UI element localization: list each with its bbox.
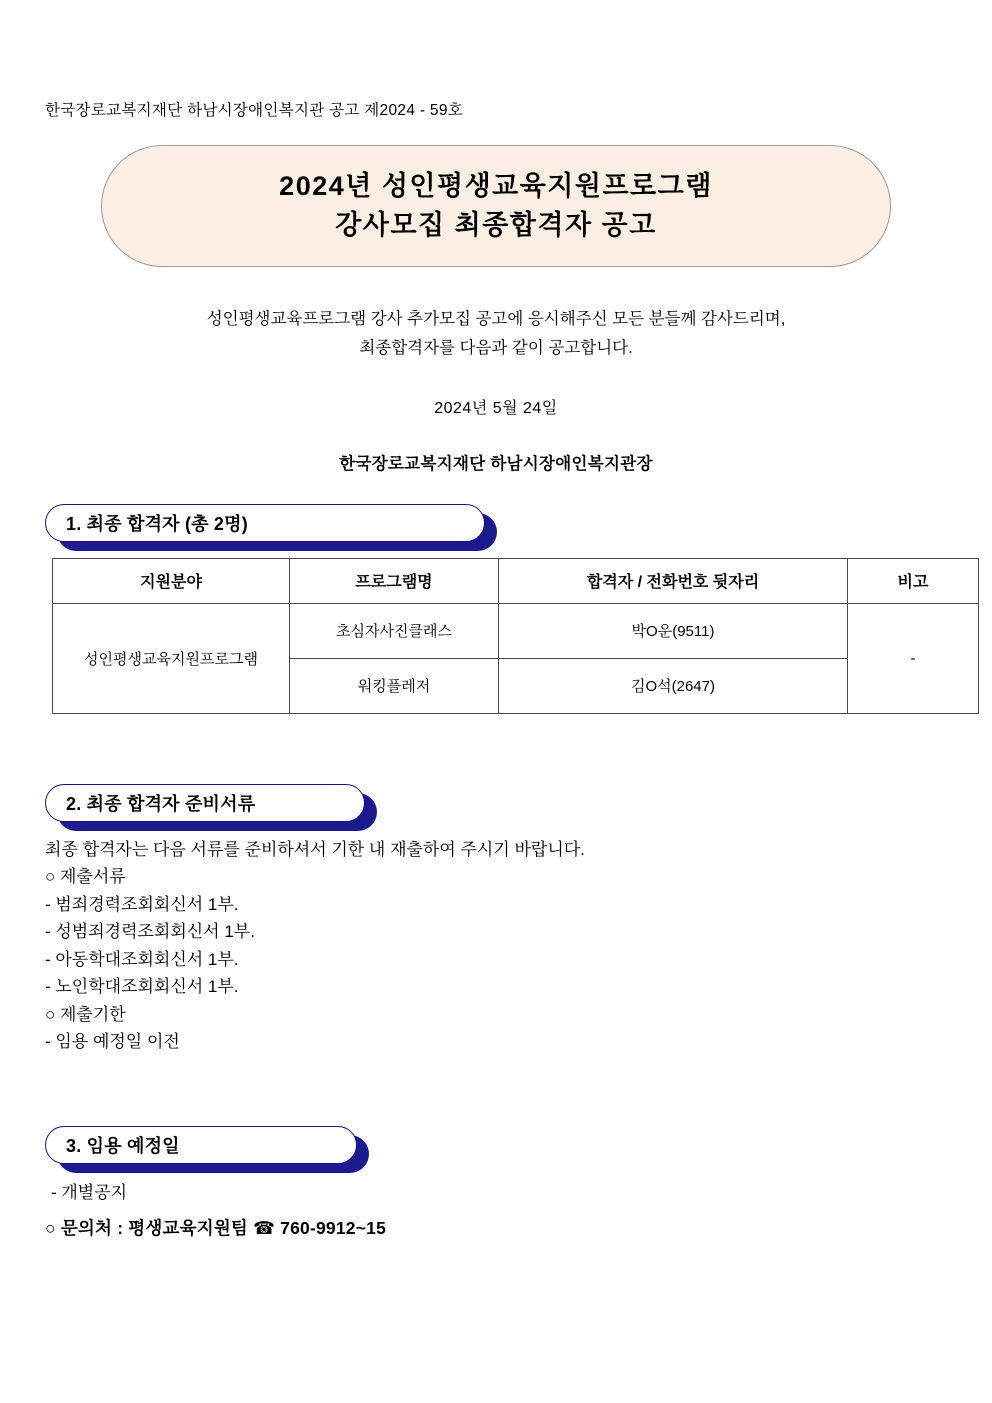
intro-paragraph [45, 305, 947, 363]
docs-label: ○ 제출서류 [45, 867, 126, 887]
table-row [53, 603, 979, 658]
section-2-lead: 최종 합격자는 다음 서류를 준비하셔서 기한 내 재출하여 주시기 바랍니다. [45, 839, 585, 859]
section-2-pill: 2. 최종 합격자 준비서류 [45, 784, 365, 822]
intro-line-1: 성인평생교육프로그램 강사 추가모집 공고에 응시해주신 모든 분들께 감사드리며, [206, 310, 786, 328]
title-line-2: 강사모집 최종합격자 공고 [335, 210, 657, 240]
contact-line: ○ 문의처 : 평생교육지원팀 ☎ 760-9912~15 [45, 1218, 386, 1238]
header-field: 지원분야 [53, 558, 290, 603]
results-table [52, 558, 979, 714]
deadline-item: - 임용 예정일 이전 [45, 1032, 180, 1052]
organization-name: 한국장로교복지재단 하남시장애인복지관장 [339, 454, 653, 473]
section-2-body [45, 836, 947, 1056]
header-passer: 합격자 / 전화번호 뒷자리 [499, 558, 848, 603]
section-1-pill: 1. 최종 합격자 (총 2명) [45, 504, 485, 542]
section-3-item: - 개별공지 [51, 1183, 128, 1202]
doc-item: - 아동학대조회회신서 1부. [45, 949, 239, 969]
cell-note: - [848, 603, 979, 713]
deadline-label: ○ 제출기한 [45, 1004, 126, 1024]
cell-program: 초심자사진클래스 [290, 603, 499, 658]
cell-program: 워킹플레저 [290, 658, 499, 713]
section-1-heading [45, 504, 947, 548]
header-note: 비고 [848, 558, 979, 603]
section-3-heading [45, 1126, 947, 1170]
title-box [101, 145, 891, 267]
cell-passer: 박O운(9511) [499, 603, 848, 658]
doc-item: - 성범죄경력조회회신서 1부. [45, 922, 255, 942]
intro-line-2: 최종합격자를 다음과 같이 공고합니다. [359, 338, 633, 357]
cell-field: 성인평생교육지원프로그램 [53, 603, 290, 713]
section-2-heading [45, 784, 947, 828]
announcement-date: 2024년 5월 24일 [434, 399, 558, 417]
doc-number: 한국장로교복지재단 하남시장애인복지관 공고 제2024 - 59호 [45, 102, 464, 119]
doc-item: - 범죄경력조회회신서 1부. [45, 894, 239, 914]
title-line-1: 2024년 성인평생교육지원프로그램 [279, 170, 713, 201]
cell-passer: 김O석(2647) [499, 658, 848, 713]
section-3-pill: 3. 임용 예정일 [45, 1126, 357, 1164]
header-program: 프로그램명 [290, 558, 499, 603]
doc-item: - 노인학대조회회신서 1부. [45, 977, 239, 997]
table-header-row [53, 558, 979, 603]
